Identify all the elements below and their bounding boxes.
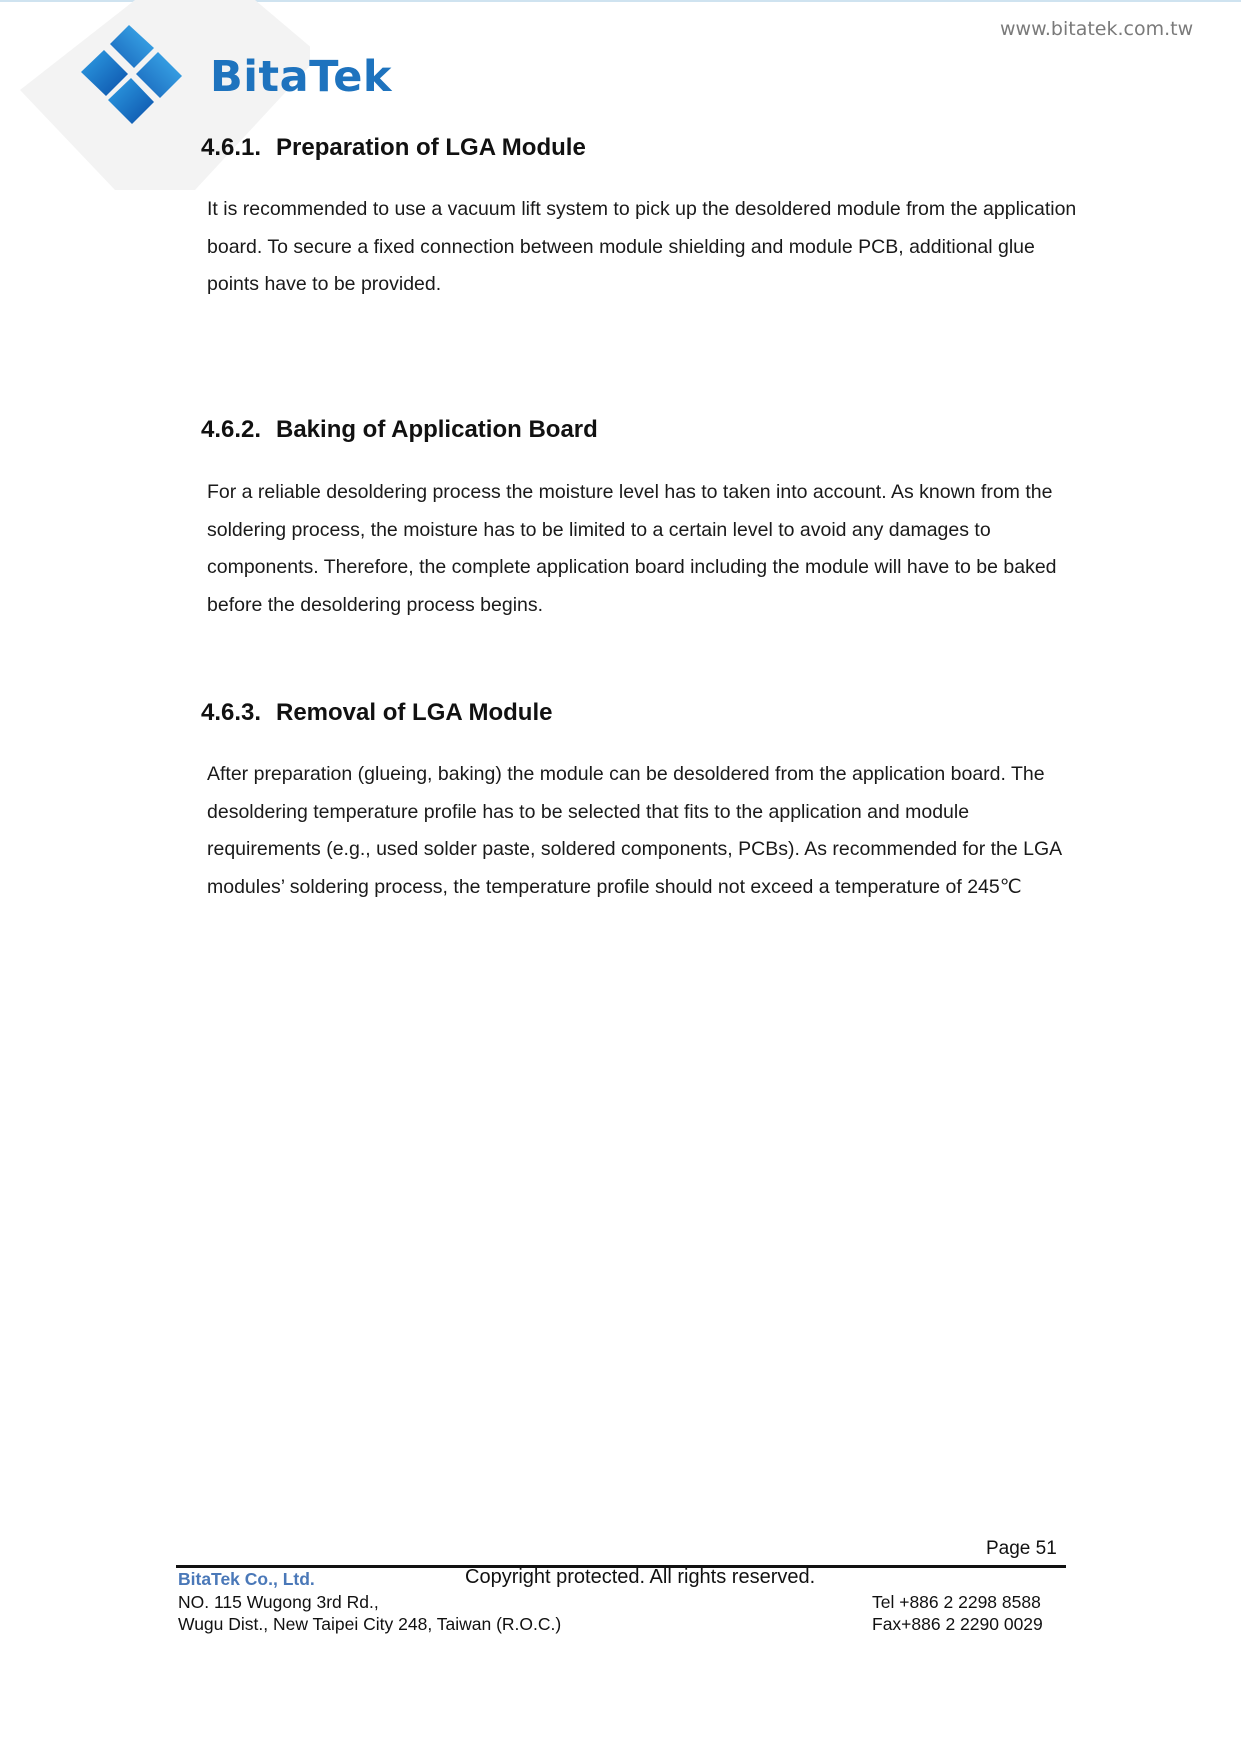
footer-address-line2: Wugu Dist., New Taipei City 248, Taiwan (R.O.C.) bbox=[178, 1614, 562, 1634]
bitatek-logo bbox=[76, 22, 436, 132]
footer-telephone: Tel +886 2 2298 8588 bbox=[872, 1592, 1041, 1612]
footer-address-line1: NO. 115 Wugong 3rd Rd., bbox=[178, 1592, 379, 1612]
section-number: 4.6.1. bbox=[201, 134, 262, 161]
section-title-text: Preparation of LGA Module bbox=[276, 134, 586, 161]
section-number: 4.6.3. bbox=[201, 699, 262, 726]
section-paragraph-4-6-3: After preparation (glueing, baking) the module can be desoldered from the application board. The desoldering temperature profile has to be selected that fits to the application and module requirements (e.g., used solder paste, soldered components, PCBs). As recommended for the LGA modules’ soldering process, the temperature profile should not exceed a temperature of 245℃ bbox=[207, 763, 1062, 898]
section-heading-4-6-3 bbox=[201, 699, 552, 727]
footer-company-name: BitaTek Co., Ltd. bbox=[178, 1569, 315, 1589]
footer-copyright: Copyright protected. All rights reserved. bbox=[465, 1566, 816, 1588]
section-paragraph-4-6-2: For a reliable desoldering process the moisture level has to taken into account. As known from the soldering process, the moisture has to be limited to a certain level to avoid any damages to components. Therefore, the complete application board including the module will have to be baked before the desoldering process begins. bbox=[207, 481, 1057, 616]
section-heading-4-6-2 bbox=[201, 416, 598, 444]
section-heading-4-6-1 bbox=[201, 134, 586, 162]
section-title-text: Removal of LGA Module bbox=[276, 699, 553, 726]
section-title-text: Baking of Application Board bbox=[276, 416, 598, 443]
bitatek-logo-icon bbox=[76, 22, 196, 132]
section-number: 4.6.2. bbox=[201, 416, 262, 443]
page-number: Page 51 bbox=[986, 1538, 1057, 1559]
section-paragraph-4-6-1: It is recommended to use a vacuum lift system to pick up the desoldered module from the application board. To secure a fixed connection between module shielding and module PCB, additional glue points have to be provided. bbox=[207, 198, 1077, 296]
footer-fax: Fax+886 2 2290 0029 bbox=[872, 1614, 1043, 1634]
website-url: www.bitatek.com.tw bbox=[1000, 18, 1194, 40]
brand-name: BitaTek bbox=[210, 52, 392, 102]
